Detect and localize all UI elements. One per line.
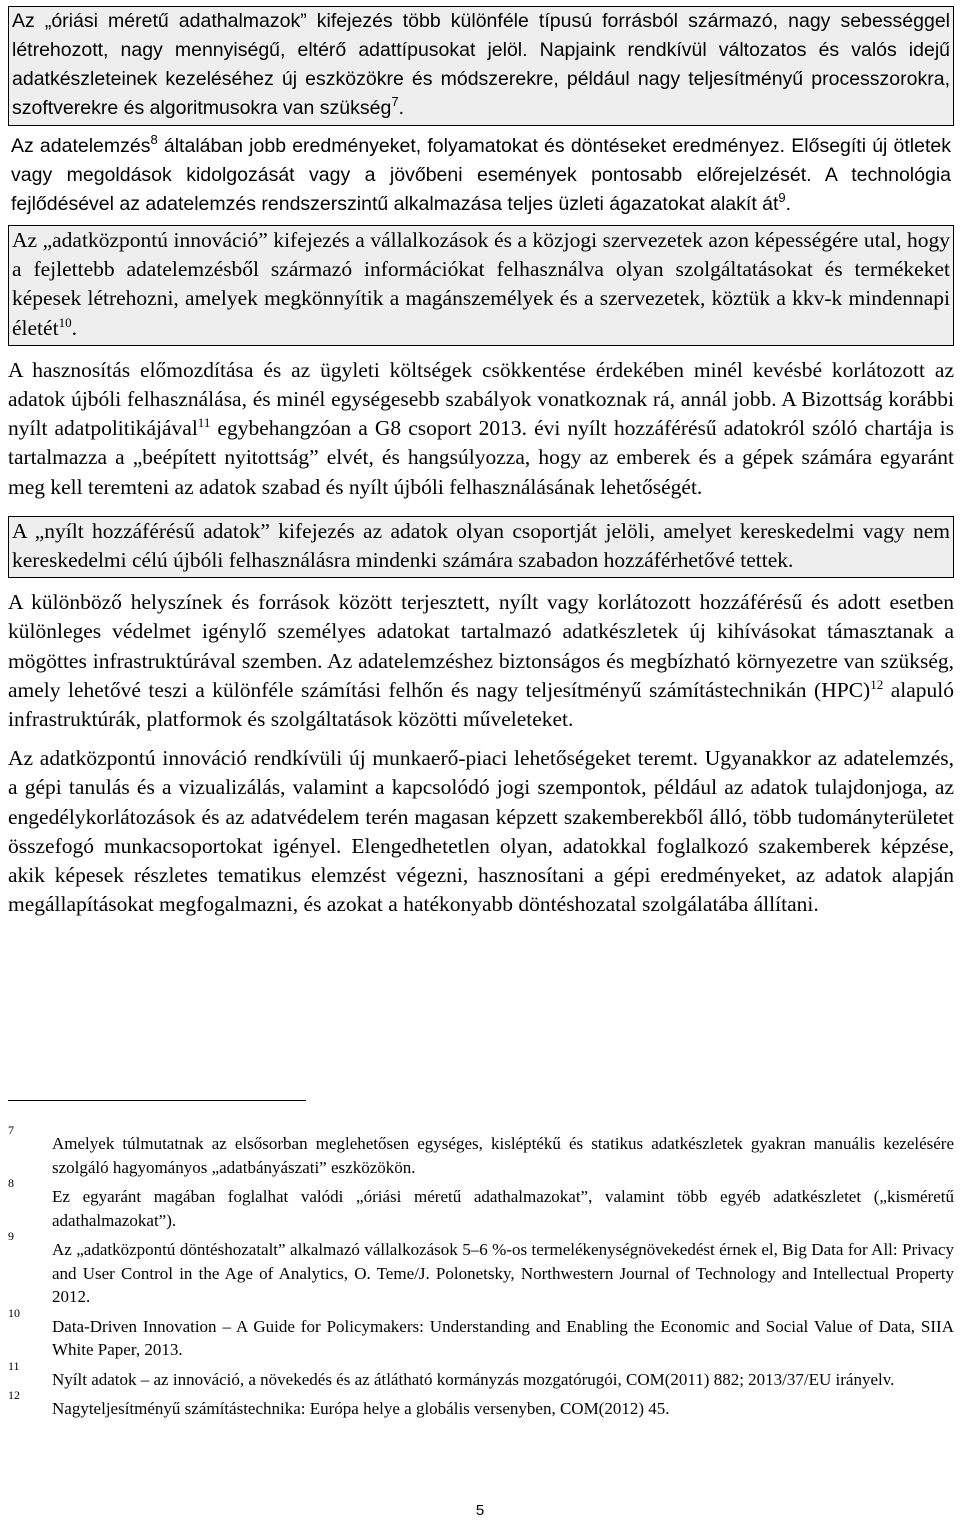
footnote-11 bbox=[8, 1358, 954, 1392]
paragraph-infrastructure: A különböző helyszínek és források között terjesztett, nyílt vagy korlátozott hozzáférésű és adott esetben különleges védelmet igénylő személyes adatokat tartalmazó adatkészletek új kihívásokat támasztanak a mögöttes infrastruktúrával szemben. Az adatelemzéshez biztonságos és megbízható környezetre van szükség, amely lehetővé teszi a különféle számítási felhőn és nagy teljesítményű számítástechnikán (HPC)$^{12}$ alapuló infrastruktúrák, platformok és szolgáltatások közötti műveleteket. bbox=[8, 590, 954, 732]
paragraph-data-driven-innovation: Az „adatközpontú innováció” kifejezés a vállalkozások és a közjogi szervezetek azon képességére utal, hogy a fejlettebb adatelemzésből származó információkat felhasználva olyan szolgáltatásokat és termékeket képesek létrehozni, amelyek megkönnyítik a magánszemélyek és a szervezetek, köztük a kkv-k mindennapi életét$^{10}$. bbox=[12, 228, 950, 340]
footnote-number: 10 bbox=[8, 1305, 20, 1320]
footnote-number: 9 bbox=[8, 1229, 14, 1243]
footnote-number: 11 bbox=[8, 1358, 20, 1373]
highlighted-box-data-driven-innovation bbox=[8, 225, 954, 346]
footnote-text: Nagyteljesítményű számítástechnika: Európa helye a globális versenyben, COM(2012) 45. bbox=[52, 1399, 670, 1418]
footnote-ref-8[interactable]: 8 bbox=[150, 132, 158, 147]
highlighted-box-big-data bbox=[8, 6, 954, 126]
footnote-12 bbox=[8, 1388, 954, 1421]
footnote-ref-9[interactable]: 9 bbox=[778, 190, 786, 205]
footnote-number: 8 bbox=[8, 1176, 14, 1190]
footnote-number: 7 bbox=[8, 1123, 14, 1137]
footnote-text: Ez egyaránt magában foglalhat valódi „óriási méretű adathalmazokat”, valamint több egyéb adatkészletet („kisméretű adathalmazokat”). bbox=[52, 1187, 954, 1230]
footnote-number: 12 bbox=[8, 1388, 20, 1402]
footnote-text: Az „adatközpontú döntéshozatalt” alkalmazó vállalkozások 5–6 %-os termelékenységnövekedést érnek el, Big Data for All: Privacy and User Control in the Age of Analytics, O. Teme/J. Polonetsky, Northwestern Journal of Technology and Intellectual Property 2012. bbox=[52, 1240, 954, 1306]
page-number: 5 bbox=[475, 1502, 485, 1519]
footnote-8 bbox=[8, 1176, 954, 1232]
footnote-ref-11[interactable]: 11 bbox=[197, 415, 211, 431]
paragraph-labour-market: Az adatközpontú innováció rendkívüli új munkaerő-piaci lehetőségeket teremt. Ugyanakkor az adatelemzés, a gépi tanulás és a vizualizálás, valamint a kapcsolódó jogi szempontok, például az adatok tulajdonjoga, az engedélykorlátozások és az adatvédelem terén magasan képzett szakemberekből álló, több tudományterületet összefogó munkacsoportokat igényel. Elengedhetetlen olyan, adatokkal foglalkozó szakemberek képzése, akik képesek részletes tematikus elemzést végezni, hasznosítani a gépi eredményeket, az adatok alapján megállapításokat megfogalmazni, és azokat a hatékonyabb döntéshozatal szolgálatába állítani. bbox=[8, 746, 954, 917]
footnote-text: Nyílt adatok – az innováció, a növekedés és az átlátható kormányzás mozgatórugói, COM(2011) 882; 2013/37/EU irányelv. bbox=[52, 1369, 895, 1389]
footnote-9 bbox=[8, 1229, 954, 1309]
document-body bbox=[8, 6, 954, 919]
footnotes-section bbox=[8, 1123, 954, 1421]
footnote-ref-7[interactable]: 7 bbox=[391, 94, 399, 109]
footnote-text: Amelyek túlmutatnak az elsősorban meglehetősen egységes, kisléptékű és statikus adatkészletek gyakran manuális kezelésére szolgáló hagyományos „adatbányászati” eszközökön. bbox=[52, 1134, 954, 1177]
paragraph-data-analytics: Az adatelemzés$^8$ általában jobb eredményeket, folyamatokat és döntéseket eredményez. Elősegíti új ötletek vagy megoldások kidolgozását vagy a jövőbeni események pontosabb előrejelzését. A technológia fejlődésével az adatelemzés rendszerszintű alkalmazása teljes üzleti ágazatokat alakít $át^9$. bbox=[11, 132, 951, 215]
paragraph-big-data-definition: Az „óriási méretű adathalmazok” kifejezés több különféle típusú forrásból származó, nagy sebességgel létrehozott, nagy mennyiségű, eltérő adattípusokat jelöl. Napjaink rendkívül változatos és valós idejű adatkészleteinek kezeléséhez új eszközökre és módszerekre, például nagy teljesítményű processzorokra, szoftverekre és algoritmusokra van szükség$^7$. bbox=[12, 10, 950, 119]
footnote-text: Data-Driven Innovation – A Guide for Policymakers: Understanding and Enabling the Economic and Social Value of Data, SIIA White Paper, 2013. bbox=[52, 1316, 954, 1359]
paragraph-open-data-definition: A „nyílt hozzáférésű adatok” kifejezés az adatok olyan csoportját jelöli, amelyet kereskedelmi vagy nem kereskedelmi célú újbóli felhasználásra mindenki számára szabadon hozzáférhetővé tettek. bbox=[12, 518, 950, 573]
footnote-separator bbox=[8, 1100, 306, 1101]
paragraph-reuse-of-data: A hasznosítás előmozdítása és az ügyleti költségek csökkentése érdekében minél kevésbé korlátozott az adatok újbóli felhasználása, és minél egységesebb szabályok vonatkoznak rá, annál jobb. A Bizottság korábbi nyílt adatpolitikájával$^{11}$ egybehangzóan a G8 csoport 2013. évi nyílt hozzáférésű adatokról szóló chartája is tartalmazza a „beépített nyitottság” elvét, és hangsúlyozza, hogy az emberek és a gépek számára egyaránt meg kell teremteni az adatok szabad és nyílt újbóli felhasználásának lehetőségét. bbox=[8, 357, 954, 499]
footnote-10 bbox=[8, 1305, 954, 1362]
footnote-7 bbox=[8, 1123, 954, 1179]
footnote-ref-10[interactable]: 10 bbox=[58, 314, 72, 330]
footnote-ref-12[interactable]: 12 bbox=[870, 676, 884, 692]
highlighted-box-open-data bbox=[8, 516, 954, 578]
